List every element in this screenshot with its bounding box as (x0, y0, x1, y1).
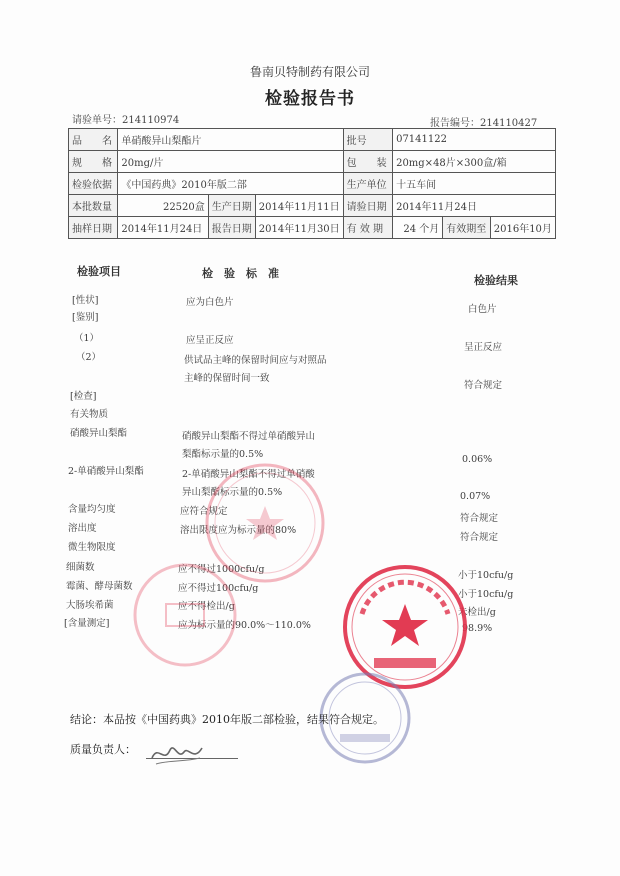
spec-label: 规 格 (69, 151, 118, 173)
report-date: 2014年11月30日 (255, 217, 343, 239)
standard-identification-2-line1: 供试品主峰的保留时间应与对照品 (184, 355, 327, 366)
specification: 20mg/片 (118, 151, 343, 173)
standard-mold-yeast: 应不得过100cfu/g (178, 583, 259, 594)
package: 20mg×48片×300盒/箱 (393, 151, 556, 173)
result-bacteria-count: 小于10cfu/g (458, 570, 514, 581)
standard-e-coli: 应不得检出/g (178, 601, 235, 612)
quality-manager-label: 质量负责人： (70, 743, 136, 756)
table-row (69, 129, 556, 151)
request-date-label: 请验日期 (343, 195, 392, 217)
column-header-result: 检验结果 (474, 274, 518, 287)
item-dissolution: 溶出度 (68, 523, 97, 534)
request-number-value: 214110974 (122, 115, 180, 126)
production-date-label: 生产日期 (208, 195, 255, 217)
product-info-table (68, 128, 556, 239)
table-row (69, 173, 556, 195)
result-appearance: 白色片 (468, 304, 497, 315)
result-2-mononitrate: 0.07% (460, 491, 491, 502)
report-number-label: 报告编号： (430, 118, 480, 129)
standard-appearance: 应为白色片 (186, 297, 234, 308)
item-e-coli: 大肠埃希菌 (66, 600, 114, 611)
expiry-date: 2016年10月 (490, 217, 555, 239)
standard-content-uniformity: 应符合规定 (180, 506, 228, 517)
standard-isosorbide-dinitrate-line2: 梨酯标示量的0.5% (182, 449, 264, 460)
column-header-item: 检验项目 (77, 265, 121, 278)
item-related-substances: 有关物质 (70, 409, 109, 420)
product-name-label: 品 名 (69, 129, 118, 151)
item-identification-1: （1） (74, 333, 100, 344)
table-row (69, 217, 556, 239)
column-header-standard: 检 验 标 准 (202, 267, 279, 280)
request-number-label: 请验单号： (72, 115, 122, 126)
item-identification: [鉴别] (72, 312, 99, 323)
result-isosorbide-dinitrate: 0.06% (462, 454, 493, 465)
result-identification-2: 符合规定 (464, 380, 503, 391)
standard-assay: 应为标示量的90.0%～110.0% (178, 620, 311, 631)
item-assay: [含量测定] (64, 618, 110, 629)
item-2-mononitrate: 2-单硝酸异山梨酯 (68, 466, 144, 477)
production-unit: 十五车间 (393, 173, 556, 195)
stamp-red-faded-left-icon (130, 560, 240, 670)
sampling-date-label: 抽样日期 (69, 217, 118, 239)
item-tests: [检查] (70, 391, 97, 402)
request-date: 2014年11月24日 (393, 195, 556, 217)
batch-label: 批号 (343, 129, 392, 151)
inspection-basis: 《中国药典》2010年版二部 (118, 173, 343, 195)
item-mold-yeast: 霉菌、酵母菌数 (66, 581, 133, 592)
report-number (430, 114, 537, 129)
standard-2-mononitrate-line2: 异山梨酯标示量的0.5% (182, 487, 283, 498)
validity-period: 24 个月 (393, 217, 443, 239)
table-row (69, 195, 556, 217)
package-label: 包 装 (343, 151, 392, 173)
standard-bacteria-count: 应不得过1000cfu/g (178, 564, 265, 575)
result-content-uniformity: 符合规定 (460, 513, 499, 524)
standard-dissolution: 溶出限度应为标示量的80% (180, 525, 297, 536)
conclusion: 结论：本品按《中国药典》2010年版二部检验，结果符合规定。 (70, 713, 384, 726)
table-row (69, 151, 556, 173)
batch-quantity: 22520盒 (118, 195, 208, 217)
basis-label: 检验依据 (69, 173, 118, 195)
signature-icon (148, 736, 208, 770)
production-unit-label: 生产单位 (343, 173, 392, 195)
result-dissolution: 符合规定 (460, 532, 499, 543)
standard-2-mononitrate-line1: 2-单硝酸异山梨酯不得过单硝酸 (182, 469, 315, 480)
request-number (72, 111, 179, 126)
item-microbial-limit: 微生物限度 (68, 542, 116, 553)
item-appearance: [性状] (72, 295, 99, 306)
report-number-value: 214110427 (480, 118, 538, 129)
result-identification-1: 呈正反应 (464, 342, 503, 353)
batch-number: 07141122 (393, 129, 556, 151)
result-assay: 98.9% (462, 623, 493, 634)
result-e-coli: 未检出/g (458, 607, 496, 618)
quantity-label: 本批数量 (69, 195, 118, 217)
validity-label: 有 效 期 (343, 217, 392, 239)
item-identification-2: （2） (76, 352, 102, 363)
product-name: 单硝酸异山梨酯片 (118, 129, 343, 151)
document-title: 检验报告书 (265, 89, 355, 109)
result-mold-yeast: 小于10cfu/g (458, 589, 514, 600)
production-date: 2014年11月11日 (255, 195, 343, 217)
standard-identification-2-line2: 主峰的保留时间一致 (184, 373, 270, 384)
item-isosorbide-dinitrate: 硝酸异山梨酯 (70, 428, 128, 439)
company-name: 鲁南贝特制药有限公司 (249, 65, 370, 79)
sampling-date: 2014年11月24日 (118, 217, 208, 239)
expiry-label: 有效期至 (443, 217, 490, 239)
item-bacteria-count: 细菌数 (66, 562, 95, 573)
report-date-label: 报告日期 (208, 217, 255, 239)
standard-identification-1: 应呈正反应 (186, 335, 234, 346)
standard-isosorbide-dinitrate-line1: 硝酸异山梨酯不得过单硝酸异山 (182, 431, 316, 442)
item-content-uniformity: 含量均匀度 (68, 504, 116, 515)
